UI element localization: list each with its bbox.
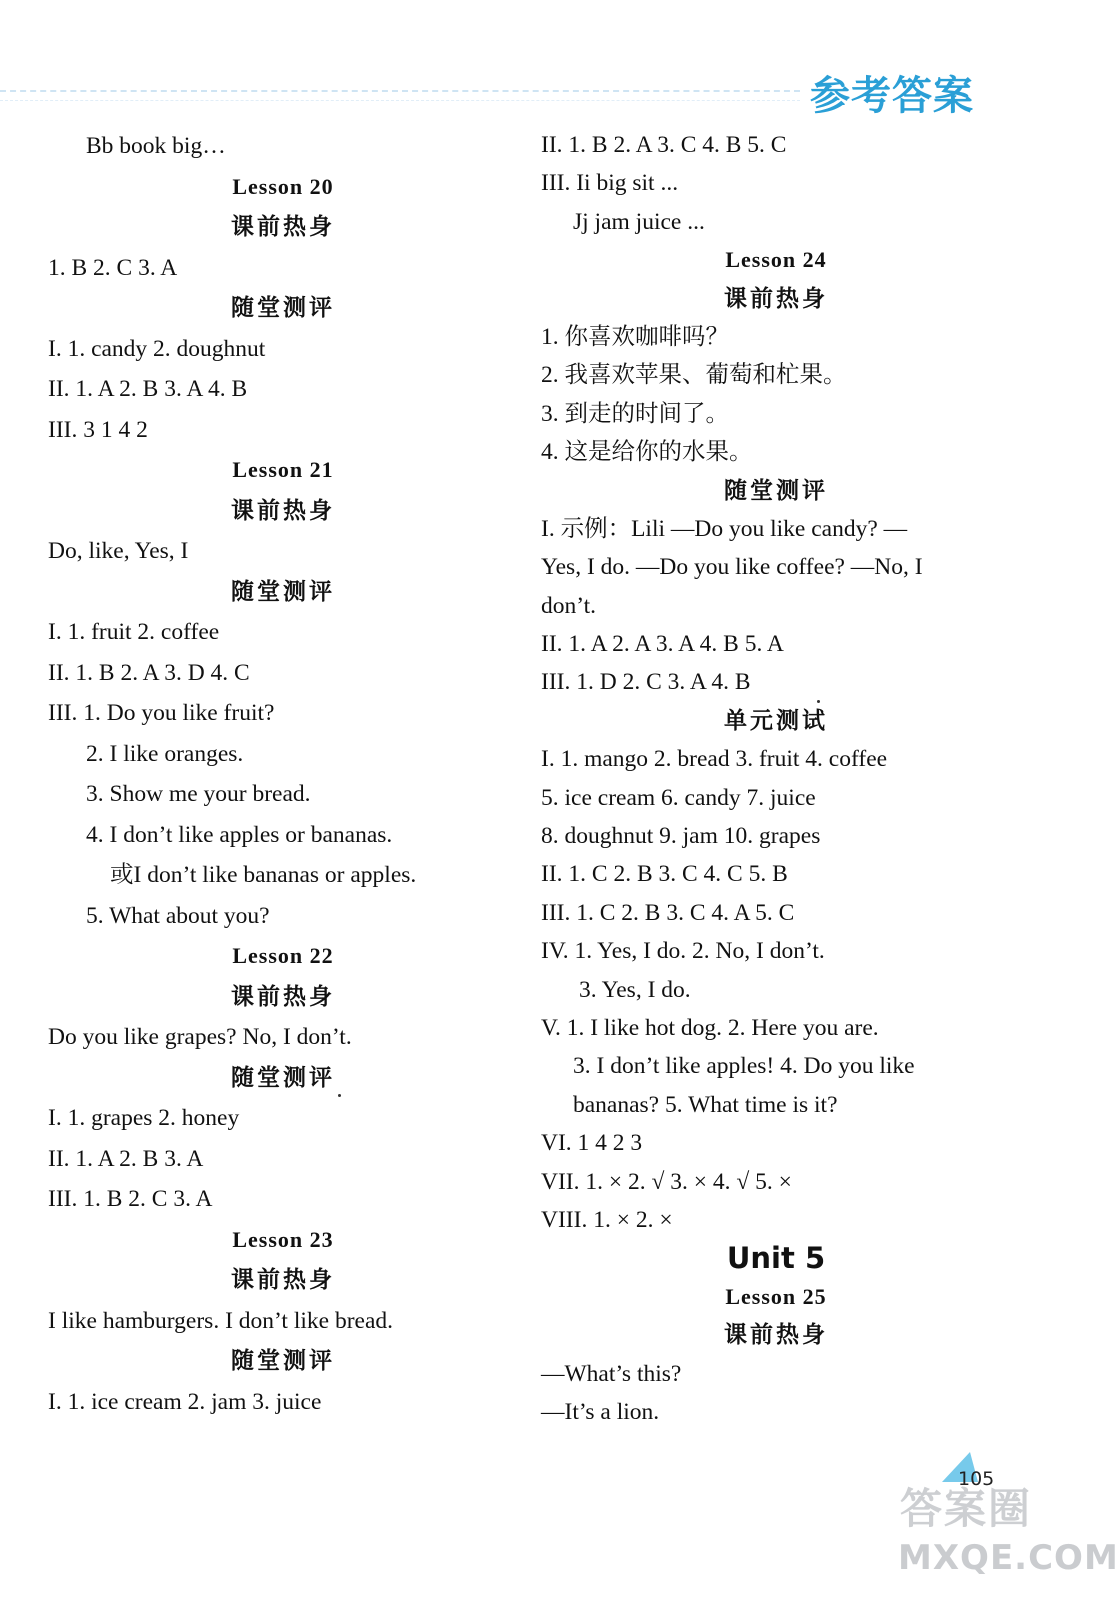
- section-heading: 随堂测评: [231, 1348, 335, 1374]
- answer-line: I. 1. ice cream 2. jam 3. juice: [48, 1388, 322, 1415]
- answer-line: I. 示例：Lili —Do you like candy? —: [541, 515, 908, 542]
- stray-dot: [817, 700, 820, 703]
- answer-line: 3. I don’t like apples! 4. Do you like: [573, 1053, 915, 1080]
- site-watermark: [892, 1470, 1119, 1592]
- answer-line: 5. ice cream 6. candy 7. juice: [541, 784, 816, 811]
- lesson-heading: Lesson 24: [725, 247, 827, 273]
- answer-line: III. 1. D 2. C 3. A 4. B: [541, 669, 751, 696]
- answer-line: 或I don’t like bananas or apples.: [110, 862, 417, 888]
- section-heading: 课前热身: [724, 285, 828, 312]
- answer-line: I. 1. fruit 2. coffee: [48, 619, 220, 645]
- answer-line: I. 1. grapes 2. honey: [48, 1105, 240, 1131]
- answer-line: Yes, I do. —Do you like coffee? —No, I: [541, 554, 923, 581]
- answer-line: VI. 1 4 2 3: [541, 1130, 643, 1157]
- answer-line: Bb book big…: [86, 133, 226, 159]
- stray-dot: [338, 1094, 341, 1097]
- answer-line: 3. 到走的时间了。: [541, 400, 729, 427]
- answer-column-right: [541, 126, 1011, 1431]
- section-heading: 单元测试: [724, 707, 828, 734]
- answer-line: —What’s this?: [541, 1360, 682, 1387]
- answer-line: III. 1. B 2. C 3. A: [48, 1186, 213, 1212]
- answer-line: III. Ii big sit ...: [541, 170, 679, 197]
- answer-line: III. 1. Do you like fruit?: [48, 700, 275, 726]
- answer-line: II. 1. A 2. B 3. A: [48, 1145, 204, 1172]
- section-heading: 随堂测评: [231, 295, 335, 321]
- answer-line: III. 3 1 4 2: [48, 416, 148, 443]
- answer-line: 3. Show me your bread.: [86, 781, 311, 807]
- page-number: 105: [958, 1468, 995, 1490]
- answer-line: 3. Yes, I do.: [579, 976, 691, 1003]
- answer-line: VII. 1. × 2. √ 3. × 4. √ 5. ×: [541, 1168, 792, 1195]
- header-decor-line: [0, 90, 800, 92]
- section-heading: 课前热身: [724, 1322, 828, 1349]
- answer-line: I like hamburgers. I don’t like bread.: [48, 1307, 394, 1334]
- answer-line: III. 1. C 2. B 3. C 4. A 5. C: [541, 899, 795, 926]
- answer-line: II. 1. B 2. A 3. C 4. B 5. C: [541, 132, 787, 158]
- section-heading: 随堂测评: [724, 477, 828, 504]
- answer-line: —It’s a lion.: [541, 1398, 660, 1425]
- section-heading: 课前热身: [231, 497, 335, 524]
- answer-line: Jj jam juice ...: [573, 208, 705, 235]
- answer-line: 5. What about you?: [86, 902, 270, 929]
- answer-line: II. 1. A 2. B 3. A 4. B: [48, 376, 248, 402]
- watermark-logo-text: 答案圈: [900, 1484, 1033, 1533]
- answer-line: bananas? 5. What time is it?: [573, 1091, 838, 1118]
- lesson-heading: Lesson 25: [725, 1283, 827, 1309]
- answer-line: Do, like, Yes, I: [48, 538, 189, 564]
- lesson-heading: Lesson 21: [232, 457, 334, 482]
- answer-line: 4. 这是给你的水果。: [541, 439, 753, 466]
- answer-line: 8. doughnut 9. jam 10. grapes: [541, 823, 821, 850]
- answer-line: Do you like grapes? No, I don’t.: [48, 1024, 352, 1050]
- answer-line: 2. I like oranges.: [86, 740, 244, 767]
- answer-line: 1. B 2. C 3. A: [48, 254, 178, 281]
- answer-line: II. 1. B 2. A 3. D 4. C: [48, 659, 250, 686]
- header-decor-line-2: [0, 100, 800, 101]
- lesson-heading: Lesson 22: [232, 943, 334, 968]
- answer-line: I. 1. mango 2. bread 3. fruit 4. coffee: [541, 746, 888, 773]
- page-header-title: 参考答案: [810, 73, 974, 119]
- section-heading: 课前热身: [231, 214, 335, 240]
- section-heading: 课前热身: [231, 1267, 335, 1293]
- answer-line: V. 1. I like hot dog. 2. Here you are.: [541, 1014, 879, 1041]
- answer-line: 1. 你喜欢咖啡吗？: [541, 323, 729, 350]
- answer-line: IV. 1. Yes, I do. 2. No, I don’t.: [541, 938, 825, 965]
- watermark-url: MXQE.COM: [898, 1538, 1119, 1578]
- answer-line: 4. I don’t like apples or bananas.: [86, 821, 393, 848]
- section-heading: 课前热身: [231, 983, 335, 1010]
- answer-line: II. 1. C 2. B 3. C 4. C 5. B: [541, 861, 788, 888]
- answer-line: VIII. 1. × 2. ×: [541, 1206, 673, 1233]
- answer-line: II. 1. A 2. A 3. A 4. B 5. A: [541, 631, 784, 658]
- section-heading: 随堂测评: [231, 1064, 335, 1091]
- answer-line: don’t.: [541, 592, 597, 619]
- lesson-heading: Lesson 20: [232, 173, 334, 199]
- answer-column-left: [48, 126, 518, 1422]
- unit-heading: Unit 5: [726, 1241, 826, 1276]
- answer-line: I. 1. candy 2. doughnut: [48, 335, 266, 362]
- lesson-heading: Lesson 23: [232, 1226, 334, 1252]
- section-heading: 随堂测评: [231, 578, 335, 605]
- answer-line: 2. 我喜欢苹果、葡萄和杧果。: [541, 362, 847, 389]
